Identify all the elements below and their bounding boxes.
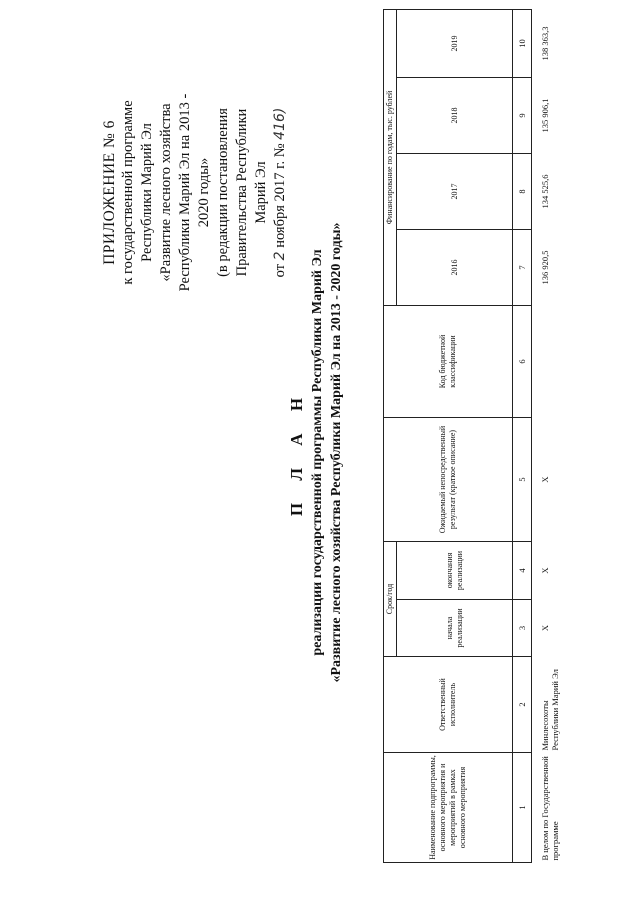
header-code: Код бюджетной классификации xyxy=(384,306,513,418)
header-line: (в редакции постановления xyxy=(215,108,231,277)
header-end: окончания реализации xyxy=(397,542,513,600)
table-row xyxy=(532,9,586,862)
appendix-title: ПРИЛОЖЕНИЕ № 6 xyxy=(101,120,118,265)
header-line: к государственной программе xyxy=(120,100,136,285)
column-number: 3 xyxy=(513,600,532,657)
plan-subtitle: реализации государственной программы Республики Марий Эл xyxy=(310,249,325,656)
header-financing: Финансирование по годам, тыс. рублей xyxy=(384,9,397,305)
header-line: «Развитие лесного хозяйства xyxy=(158,103,174,282)
cell-2016: 136 920,5 xyxy=(540,250,550,285)
plan-heading xyxy=(286,140,346,765)
date-prefix: от xyxy=(272,263,288,278)
column-number: 2 xyxy=(513,657,532,753)
column-number: 4 xyxy=(513,542,532,600)
header-term: Срок/год xyxy=(384,542,397,657)
header-year-2017: 2017 xyxy=(397,154,513,230)
plan-table xyxy=(383,9,585,863)
cell-name: В целом по Государственной программе xyxy=(540,756,560,861)
header-executor: Ответственный исполнитель xyxy=(384,657,513,753)
header-start: начала реализации xyxy=(397,600,513,657)
cell-2018: 135 906,1 xyxy=(540,98,550,133)
cell-2019: 138 363,3 xyxy=(540,26,550,61)
plan-title: П Л А Н xyxy=(287,388,306,517)
header-name: Наименование подпрограммы, основного мероприятия и мероприятий в рамках основного мероприятия xyxy=(384,753,513,863)
column-number: 9 xyxy=(513,78,532,154)
column-number: 8 xyxy=(513,154,532,230)
header-line: Республики Марий Эл xyxy=(139,123,155,262)
cell-2017: 134 525,6 xyxy=(540,174,550,209)
header-year-2018: 2018 xyxy=(397,78,513,154)
column-number: 6 xyxy=(513,306,532,418)
date-number-handwritten: 416) xyxy=(272,107,288,140)
date-mid: ноября 2017 г. № xyxy=(272,143,288,248)
cell-code xyxy=(532,306,586,418)
cell-executor: Минлесохоты Республики Марий Эл xyxy=(540,669,560,751)
plan-subtitle: «Развитие лесного хозяйства Республики Марий Эл на 2013 - 2020 годы» xyxy=(329,222,344,683)
cell-start: X xyxy=(540,624,550,632)
cell-end: X xyxy=(540,567,550,574)
column-number: 1 xyxy=(513,753,532,863)
header-result: Ожидаемый непосредственный результат (краткое описание) xyxy=(384,418,513,542)
date-day-handwritten: 2 xyxy=(272,251,288,261)
header-line: Республики Марий Эл на 2013 - 2020 годы» xyxy=(177,93,212,292)
column-number: 7 xyxy=(513,230,532,306)
column-number: 5 xyxy=(513,418,532,542)
appendix-header xyxy=(100,90,290,295)
header-line: Правительства Республики Марий Эл xyxy=(234,108,269,277)
cell-result: X xyxy=(540,476,550,483)
header-year-2016: 2016 xyxy=(397,230,513,306)
header-year-2019: 2019 xyxy=(397,9,513,77)
column-number: 10 xyxy=(513,9,532,77)
